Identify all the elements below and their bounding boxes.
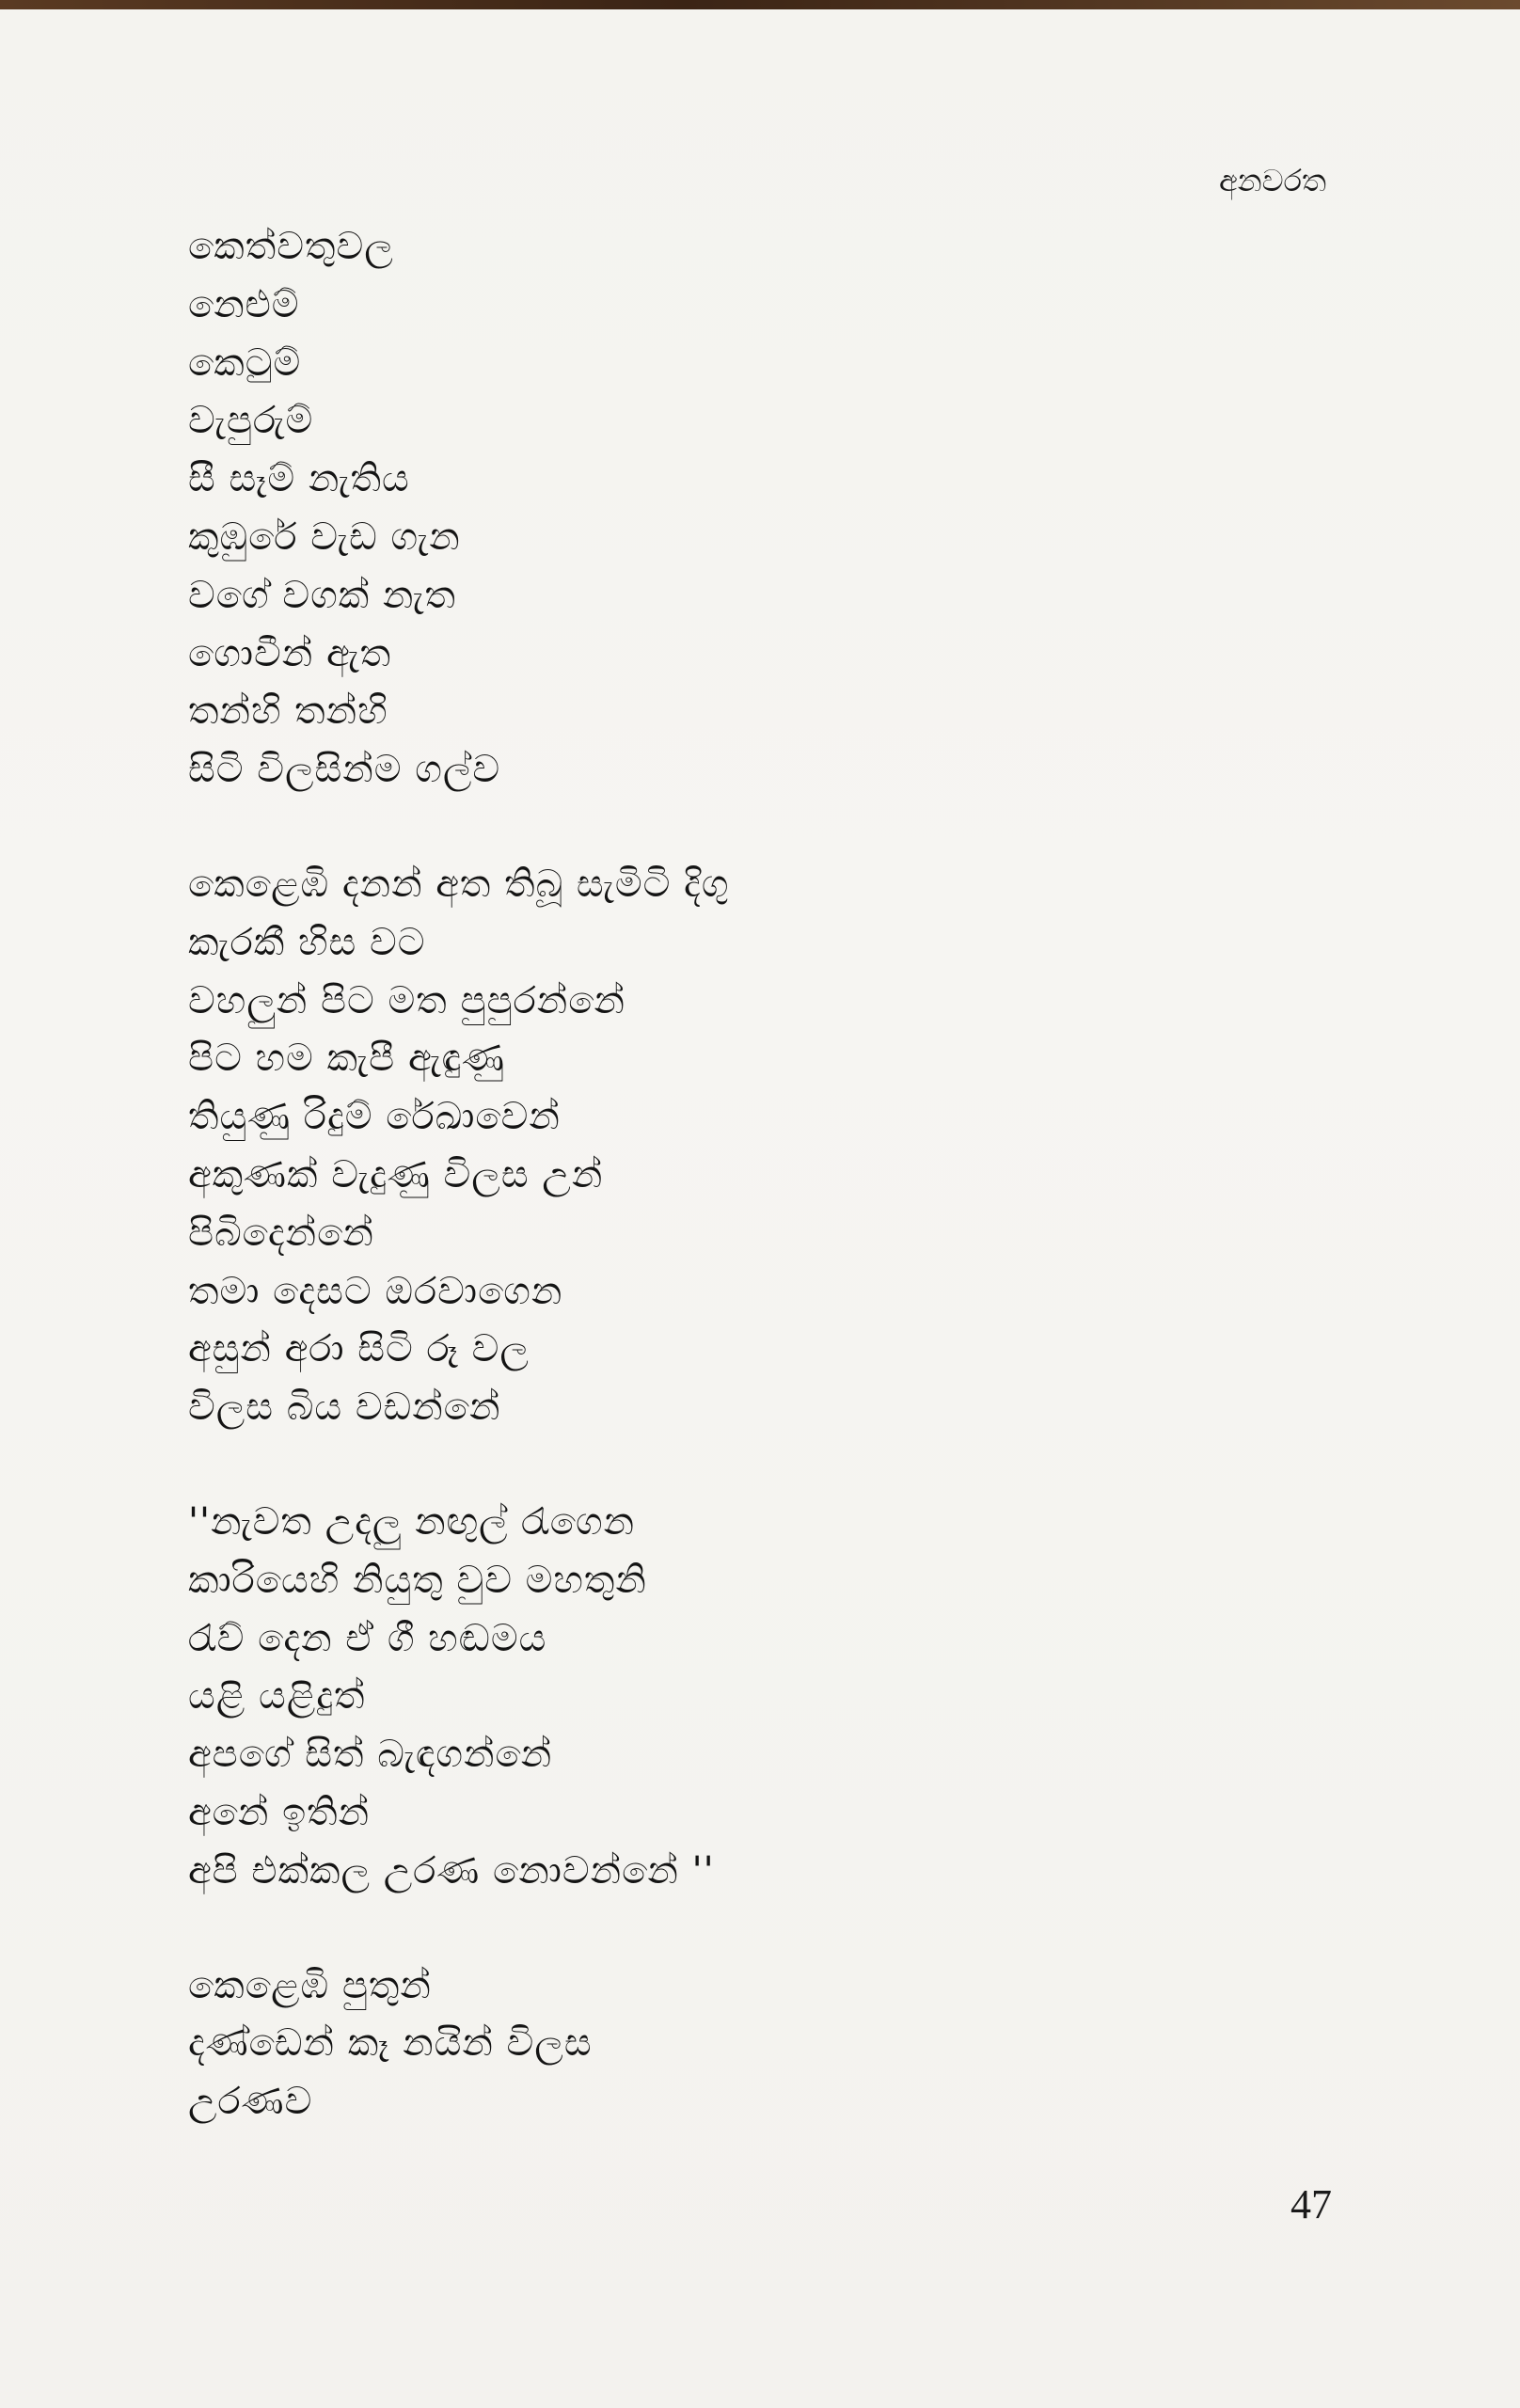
stanza-3 [188,1494,1317,1901]
verse-line: අපි එක්කල උරණ නොවන්නේ '' [188,1848,715,1893]
verse-line: තියුණු රිදුම් රේඛාවෙන් [188,1095,561,1139]
verse-line: පිට හම කැපී ඇඳුණු [188,1037,505,1081]
verse-line: තන්හි තන්හි [188,689,388,734]
verse-line: අසුන් අරා සිටි රූ වල [188,1327,530,1371]
verse-line: ''නැවත උදලු නඟුල් රැගෙන [188,1499,636,1544]
verse-line: කුඹුරේ වැඩ ගැන [188,515,461,559]
verse-line: කැරකී හිස වට [188,920,426,964]
stanza-2 [188,856,1317,1437]
verse-line: විලස බිය වඩන්නේ [188,1386,501,1430]
stanza-1 [188,218,1317,800]
page-top-edge [0,0,1520,9]
verse-line: කෙටුම් [188,341,302,385]
verse-line: කාරියෙහි නියුතු වුව මහතුනි [188,1558,647,1602]
verse-line: කෙළෙඹි දනන් අත තිබූ සැමිටි දිගු [188,862,730,906]
verse-line: වැපුරුම් [188,399,314,443]
verse-line: තමා දෙසට ඔරවාගෙන [188,1269,563,1313]
verse-line: ගොවීන් ඇත [188,631,392,675]
verse-line: වහලුන් පිට මත පුපුරන්නේ [188,978,625,1022]
verse-line: පිබිදෙන්නේ [188,1211,374,1255]
running-header: අනවරත [1218,163,1326,198]
verse-line: කෙත්වතුවල [188,225,394,268]
verse-line: සී සෑම් නැතිය [188,457,410,501]
verse-line: අනේ ඉතින් [188,1790,371,1834]
verse-line: අකුණක් වැදුණු විලස උන් [188,1152,604,1196]
verse-line: යළි යළිදුත් [188,1674,366,1719]
stanza-4 [188,1957,1317,2131]
page-number: 47 [1290,2181,1332,2227]
verse-line: නෙළුම් [188,282,300,326]
verse-line: අපගේ සිත් බැඳගන්නේ [188,1733,553,1777]
verse-line: රැව් දෙන ඒ ගී හඬමය [188,1616,547,1660]
verse-line: උරණව [188,2080,313,2124]
poem-body [188,218,1317,2188]
verse-line: දණ්ඩෙන් කෑ නයින් විලස [188,2021,593,2066]
verse-line: සිටි විලසින්ම ගල්ව [188,748,501,792]
verse-line: වගේ වගක් නැත [188,573,456,617]
verse-line: කෙළෙඹි පුතුන් [188,1963,432,2007]
